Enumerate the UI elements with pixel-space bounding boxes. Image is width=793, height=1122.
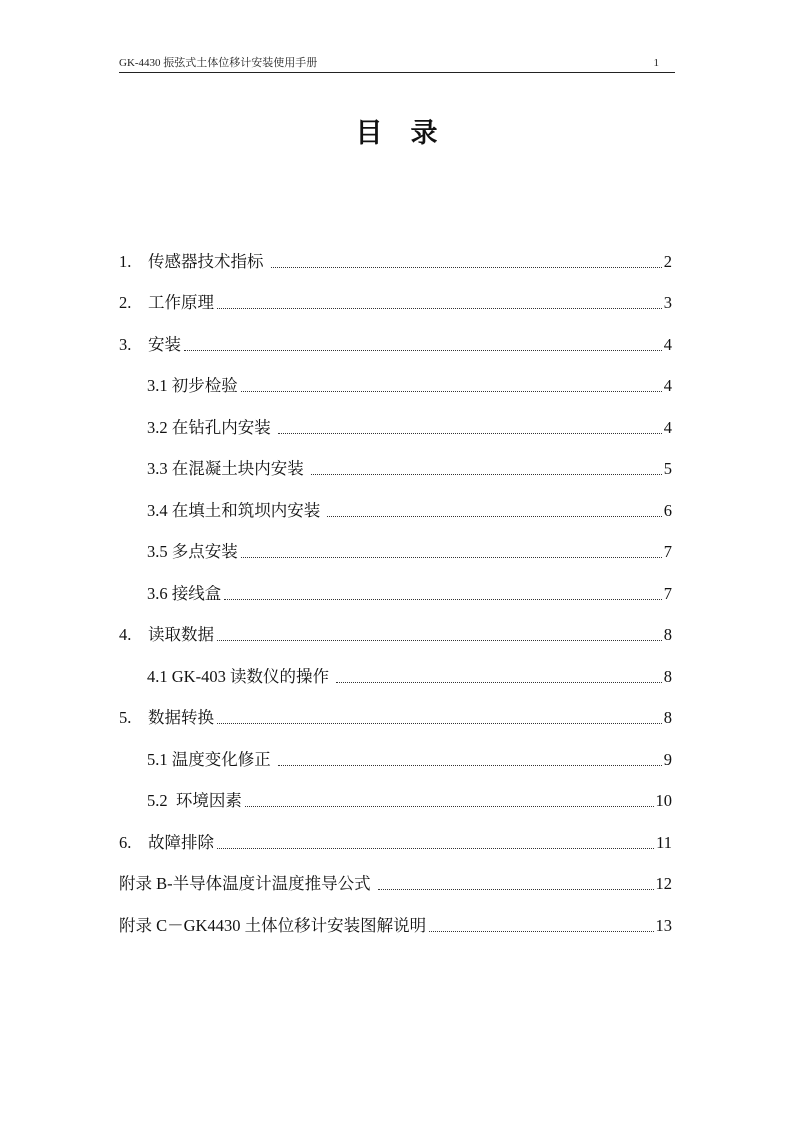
toc-entry-label: 5.1 温度变化修正 <box>147 750 275 769</box>
toc-entry-3-1[interactable] <box>147 375 672 397</box>
toc-entry-label: 3.5 多点安装 <box>147 542 238 561</box>
toc-entry-page: 6 <box>663 501 672 520</box>
toc-entry-label: 5.2 环境因素 <box>147 791 242 810</box>
toc-entry-label: 读取数据 <box>148 625 214 644</box>
toc-entry-page: 8 <box>663 625 672 644</box>
toc-entry-number: 6. <box>119 833 132 852</box>
toc-entry-1[interactable] <box>119 251 672 273</box>
toc-entry-3[interactable] <box>119 334 672 356</box>
toc-entry-label: 传感器技术指标 <box>148 252 268 271</box>
toc-entry-page: 4 <box>663 418 672 437</box>
toc-leader-dots <box>217 723 662 724</box>
toc-leader-dots <box>241 557 662 558</box>
toc-entry-page: 2 <box>663 252 672 271</box>
toc-entry-label: 附录 B-半导体温度计温度推导公式 <box>119 874 375 893</box>
toc-entry-label: 4.1 GK-403 读数仪的操作 <box>147 667 334 686</box>
toc-entry-number: 3. <box>119 335 132 354</box>
toc-entry-page: 9 <box>663 750 672 769</box>
toc-entry-label: 故障排除 <box>148 833 214 852</box>
toc-entry-page: 10 <box>655 791 672 810</box>
toc-entry-5-1[interactable] <box>147 749 672 771</box>
toc-leader-dots <box>336 682 662 683</box>
toc-entry-label: 安装 <box>148 335 181 354</box>
toc-entry-label: 3.4 在填土和筑坝内安装 <box>147 501 325 520</box>
toc-leader-dots <box>184 350 662 351</box>
toc-leader-dots <box>278 433 662 434</box>
toc-entry-number: 4. <box>119 625 132 644</box>
toc-entry-page: 8 <box>663 667 672 686</box>
toc-entry-5-2[interactable] <box>147 790 672 812</box>
toc-entry-label: 3.6 接线盒 <box>147 584 222 603</box>
toc-entry-5[interactable] <box>119 707 672 729</box>
toc-leader-dots <box>241 391 662 392</box>
toc-leader-dots <box>217 640 662 641</box>
page-header <box>119 56 675 73</box>
toc-leader-dots <box>378 889 654 890</box>
toc-leader-dots <box>327 516 661 517</box>
header-title: GK-4430 振弦式土体位移计安装使用手册 <box>119 57 318 69</box>
toc-entry-page: 12 <box>655 874 672 893</box>
toc-entry-3-3[interactable] <box>147 458 672 480</box>
toc-entry-page: 8 <box>663 708 672 727</box>
toc-entry-page: 4 <box>663 335 672 354</box>
toc-entry-3-4[interactable] <box>147 500 672 522</box>
toc-entry-3-5[interactable] <box>147 541 672 563</box>
toc-entry-label: 附录 C－GK4430 土体位移计安装图解说明 <box>119 916 427 935</box>
toc-entry-number: 5. <box>119 708 132 727</box>
toc-leader-dots <box>311 474 662 475</box>
toc-entry-label: 3.3 在混凝土块内安装 <box>147 459 308 478</box>
toc-entry-page: 4 <box>663 376 672 395</box>
toc-entry-label: 3.2 在钻孔内安装 <box>147 418 275 437</box>
page-title: 目录 <box>355 118 466 149</box>
toc-leader-dots <box>217 848 654 849</box>
toc-entry-page: 13 <box>655 916 672 935</box>
toc-entry-appendix-c[interactable] <box>119 915 672 937</box>
toc-entry-label: 数据转换 <box>148 708 214 727</box>
toc-entry-2[interactable] <box>119 292 672 314</box>
toc-entry-6[interactable] <box>119 832 672 854</box>
toc-entry-number: 1. <box>119 252 132 271</box>
toc-entry-4[interactable] <box>119 624 672 646</box>
toc-leader-dots <box>271 267 662 268</box>
toc-entry-3-2[interactable] <box>147 417 672 439</box>
toc-leader-dots <box>224 599 662 600</box>
toc-entry-page: 11 <box>656 833 672 852</box>
toc-leader-dots <box>217 308 662 309</box>
toc-entry-label: 工作原理 <box>148 293 214 312</box>
toc-entry-page: 5 <box>663 459 672 478</box>
toc-entry-number: 2. <box>119 293 132 312</box>
toc-entry-page: 7 <box>663 542 672 561</box>
toc-entry-appendix-b[interactable] <box>119 873 672 895</box>
header-page-number: 1 <box>653 57 659 69</box>
toc-entry-page: 7 <box>663 584 672 603</box>
toc-entry-label: 3.1 初步检验 <box>147 376 238 395</box>
toc-entry-4-1[interactable] <box>147 666 672 688</box>
toc-leader-dots <box>245 806 654 807</box>
toc-entry-3-6[interactable] <box>147 583 672 605</box>
toc-leader-dots <box>429 931 653 932</box>
toc-entry-page: 3 <box>663 293 672 312</box>
toc-leader-dots <box>278 765 662 766</box>
